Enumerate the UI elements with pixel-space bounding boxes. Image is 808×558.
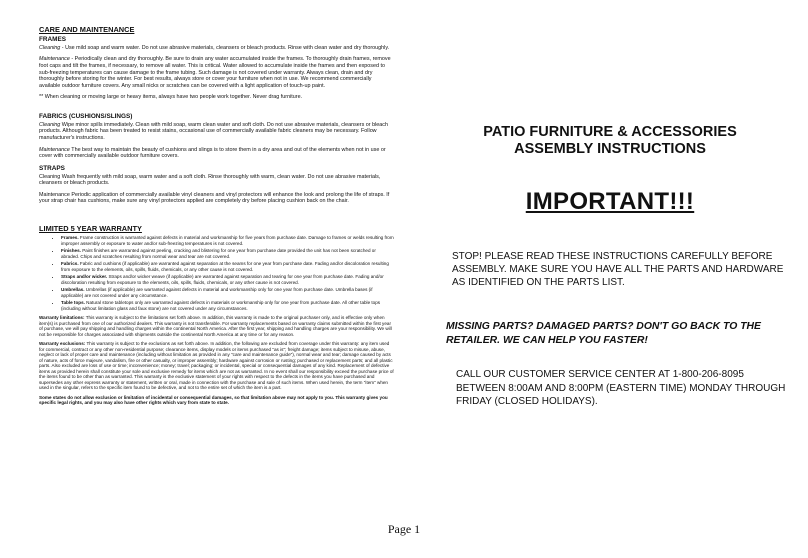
- straps-heading: STRAPS: [39, 164, 65, 172]
- fabrics-cleaning: [39, 122, 394, 142]
- warranty-item: • Straps and/or wicker. Straps and/or wicker weave (if applicable) are warranted against separation and tearing for one year from purchase date. Fading and/or discoloration resulting from exposure to the elements, oils, spills, fluids, chemicals, or any other cause is not covered.: [61, 274, 394, 285]
- customer-service-notice: CALL OUR CUSTOMER SERVICE CENTER AT 1-800-206-8095 BETWEEN 8:00AM AND 8:00PM (EASTERN TIME) MONDAY THROUGH FRIDAY (CLOSED HOLIDAYS).: [456, 369, 786, 407]
- title-line-2: ASSEMBLY INSTRUCTIONS: [514, 141, 706, 158]
- stop-notice: STOP! PLEASE READ THESE INSTRUCTIONS CAREFULLY BEFORE ASSEMBLY. MAKE SURE YOU HAVE ALL THE PARTS AND HARDWARE AS IDENTIFIED ON THE PARTS LIST.: [452, 251, 784, 288]
- care-heading: CARE AND MAINTENANCE: [39, 25, 135, 34]
- fabrics-maint-text: The best way to maintain the beauty of cushions and slings is to store them in a dry area and out of the elements when not in use or cover with commercially available outdoor furniture covers.: [39, 146, 386, 160]
- fabrics-maint-label: Maintenance: [39, 146, 70, 153]
- warranty-list: [39, 235, 394, 311]
- fabrics-maintenance: [39, 147, 394, 160]
- important-banner: IMPORTANT!!!: [525, 188, 695, 215]
- warranty-exclusions: Warranty exclusions: This warranty is subject to the exclusions as set forth above. In addition, the following are excluded from coverage under this warranty: any item used for commercial, contract or any other non-residential purpose; clearance items, display models or items purchased "as is"; freight damage; items subject to misuse, abuse, neglect or lack of proper care and maintenance (including without limitation as provided in any "care and maintenance guide"), normal wear and tear; damage caused by acts of nature, acts of force majeure, vandalism, fire or other casualty, or improper assembly; hardware against corrosion or rusting; purchased or replacement parts; and all plastic parts. Also excluded are loss of use or time; inconvenience; money; travel; packaging; or incidental, special or consequential damages of any kind. Replacement of defective items as provided herein shall constitute your sole and exclusive remedy for items which are not as warranted. In no event shall our responsibility exceed the purchase price of the items found to be other than as warranted. This warranty is the exclusive statement of your rights with respect to the defects in the items you have purchased and supersedes any other express warranty or statement, written or oral, made in connection with the purchase and sale of such items. When used herein, the term "item" when used in the singular, refers to the specific item found to be defective, and not to the entire set of which the item is a part.: [39, 341, 394, 390]
- page-title: [420, 124, 800, 159]
- warranty-limitations: Warranty limitations: This warranty is subject to the limitations set forth above. In addition, this warranty is made to the original purchaser only, and is effective only when item(s) is purchased from one of our authorized dealers. This warranty is not transferable. For warranty replacements based on warranty claims submitted within the first year of purchase, we will pay shipping and handling charges within the continental North America. After the first year, shipping and handling charges are your responsibility. We will not be responsible for charges associated with shipments outside the continental North America at any time or for any reason.: [39, 315, 392, 337]
- frames-heading: FRAMES: [39, 36, 66, 44]
- frames-maint-text: - Periodically clean and dry thoroughly. Be sure to drain any water accumulated inside the frames. To thoroughly drain frames, remove foot caps and tilt the frames, if necessary, to remove all water. This is critical. Water allowed to accumulate inside the frames and then exposed to sub-freezing temperatures can cause damage to the frame tubing. Such damage is not covered under warranty. Always clean, drain and dry thoroughly before storing for the winter. For best results, always store or cover your furniture when not in use. We recommend commercially available outdoor furniture covers. Any small nicks or scratches can be covered with a light application of touch-up paint.: [39, 56, 391, 89]
- warranty-item: • Frames. Frame construction is warranted against defects in material and workmanship for five years from purchase date. Damage to frames or welds resulting from improper assembly or exposure to water and/or sub-freezing temperatures is not covered.: [61, 235, 394, 246]
- warranty-heading: LIMITED 5 YEAR WARRANTY: [39, 223, 142, 233]
- straps-maintenance: Maintenance Periodic application of commercially available vinyl cleaners and vinyl protectors will enhance the look and prolong the life of straps. If your strap chair has cushions, make sure any vinyl protectors applied are completely dry before placing cushion back on the chair.: [39, 191, 390, 205]
- page-number: Page 1: [387, 522, 421, 536]
- frames-cleaning-label: Cleaning: [39, 44, 61, 51]
- warranty-item: • Fabrics. Fabric and cushions (if applicable) are warranted against separation at the seams for one year from purchase date. Fading and/or discoloration resulting from exposure to the elements, oils, spills, fluids, chemicals, or any other cause is not covered.: [61, 261, 394, 272]
- warranty-closing: Some states do not allow exclusion or limitation of incidental or consequential damages, so that limitation above may not apply to you. This warranty gives you specific legal rights, and you may also have other rights which vary from state to state.: [39, 394, 388, 405]
- frames-cleaning: [39, 45, 394, 52]
- warranty-item: • Finishes. Paint finishes are warranted against peeling, cracking and blistering for one year from purchase date provided the unit has not been scratched or abraded. Chips and scratches resulting from normal wear and tear are not covered.: [61, 248, 394, 259]
- frames-maintenance: [39, 56, 394, 89]
- frames-maint-label: Maintenance: [39, 56, 70, 63]
- frames-note: ** When cleaning or moving large or heavy items, always have two people work together. Never drag furniture.: [39, 94, 303, 101]
- warranty-item: • Umbrellas. Umbrellas (if applicable) are warranted against defects in material and workmanship only for one year from purchase date. Umbrella bases (if applicable) are not covered under any circumstance.: [61, 287, 394, 298]
- left-column: [39, 25, 394, 410]
- missing-parts-notice: MISSING PARTS? DAMAGED PARTS? DON'T GO BACK TO THE RETAILER. WE CAN HELP YOU FASTER!: [446, 321, 761, 347]
- fabrics-cleaning-text: Wipe minor spills immediately. Clean with mild soap, warm clean water and soft cloth. Do not use abrasive materials, cleansers or bleach products. Although fabric has been treated to resist stains, occasional use of commercially available fabric cleaners may be necessary. Follow manufacturer's instructions.: [39, 121, 388, 141]
- warranty-body: [39, 235, 394, 406]
- straps-cleaning: Cleaning Wash frequently with mild soap, warm water and a soft cloth. Rinse thoroughly with warm, clean water. Do not use abrasive materials, cleansers or bleach products.: [39, 173, 381, 187]
- fabrics-heading: FABRICS (CUSHIONS/SLINGS): [39, 113, 133, 120]
- fabrics-cleaning-label: Cleaning: [39, 121, 61, 128]
- frames-cleaning-text: - Use mild soap and warm water. Do not use abrasive materials, cleansers or bleach products. Rinse with clean water and dry thoroughly.: [60, 44, 390, 51]
- title-line-1: PATIO FURNITURE & ACCESSORIES: [483, 124, 737, 140]
- warranty-item: • Table tops. Natural stone tabletops only are warranted against defects in materials or workmanship only for one year from purchase date. All other table tops (including without limitation glass and faux stone) are not covered under any circumstances.: [61, 300, 394, 311]
